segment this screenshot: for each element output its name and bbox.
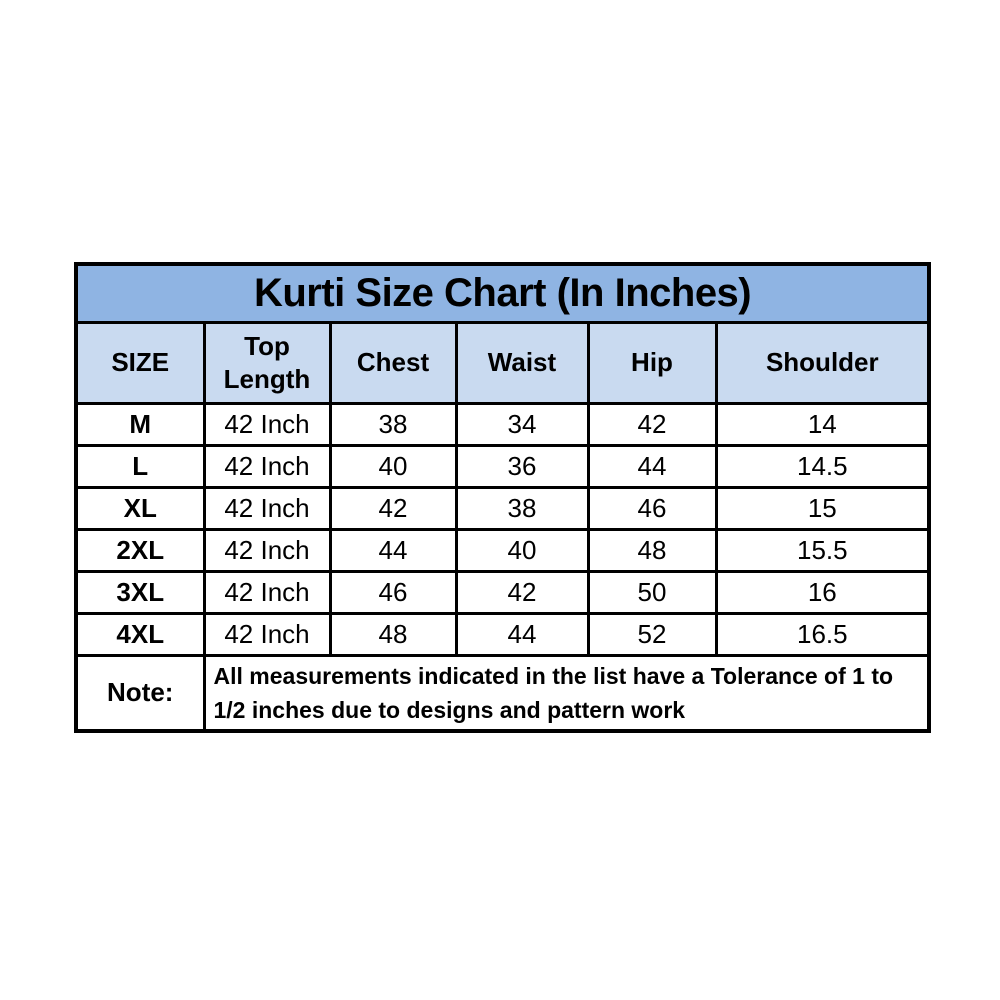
cell-hip: 44 bbox=[588, 445, 716, 487]
cell-shoulder: 16.5 bbox=[716, 613, 929, 655]
cell-waist: 44 bbox=[456, 613, 588, 655]
cell-waist: 34 bbox=[456, 403, 588, 445]
cell-hip: 42 bbox=[588, 403, 716, 445]
cell-chest: 46 bbox=[330, 571, 456, 613]
cell-hip: 52 bbox=[588, 613, 716, 655]
table-row-l bbox=[76, 445, 929, 487]
cell-size: 3XL bbox=[76, 571, 204, 613]
cell-size: L bbox=[76, 445, 204, 487]
table-row-xl bbox=[76, 487, 929, 529]
col-header-shoulder: Shoulder bbox=[716, 322, 929, 403]
cell-hip: 50 bbox=[588, 571, 716, 613]
chart-title: Kurti Size Chart (In Inches) bbox=[76, 264, 929, 322]
col-header-hip: Hip bbox=[588, 322, 716, 403]
cell-chest: 42 bbox=[330, 487, 456, 529]
cell-shoulder: 15 bbox=[716, 487, 929, 529]
cell-waist: 40 bbox=[456, 529, 588, 571]
cell-top-length: 42 Inch bbox=[204, 403, 330, 445]
cell-shoulder: 14.5 bbox=[716, 445, 929, 487]
cell-chest: 48 bbox=[330, 613, 456, 655]
cell-top-length: 42 Inch bbox=[204, 571, 330, 613]
table-row-3xl bbox=[76, 571, 929, 613]
cell-chest: 40 bbox=[330, 445, 456, 487]
cell-waist: 38 bbox=[456, 487, 588, 529]
cell-chest: 38 bbox=[330, 403, 456, 445]
cell-shoulder: 15.5 bbox=[716, 529, 929, 571]
table-row-2xl bbox=[76, 529, 929, 571]
cell-top-length: 42 Inch bbox=[204, 487, 330, 529]
col-header-size: SIZE bbox=[76, 322, 204, 403]
size-chart-table bbox=[74, 262, 931, 733]
cell-top-length: 42 Inch bbox=[204, 613, 330, 655]
cell-hip: 46 bbox=[588, 487, 716, 529]
cell-waist: 36 bbox=[456, 445, 588, 487]
header-row bbox=[76, 322, 929, 403]
col-header-top-length: Top Length bbox=[204, 322, 330, 403]
cell-size: XL bbox=[76, 487, 204, 529]
table-row-4xl bbox=[76, 613, 929, 655]
cell-top-length: 42 Inch bbox=[204, 529, 330, 571]
cell-waist: 42 bbox=[456, 571, 588, 613]
cell-hip: 48 bbox=[588, 529, 716, 571]
cell-shoulder: 14 bbox=[716, 403, 929, 445]
cell-size: 2XL bbox=[76, 529, 204, 571]
title-row bbox=[76, 264, 929, 322]
note-label: Note: bbox=[76, 655, 204, 731]
cell-size: M bbox=[76, 403, 204, 445]
cell-chest: 44 bbox=[330, 529, 456, 571]
col-header-waist: Waist bbox=[456, 322, 588, 403]
cell-size: 4XL bbox=[76, 613, 204, 655]
note-text: All measurements indicated in the list have a Tolerance of 1 to 1/2 inches due to designs and pattern work bbox=[204, 655, 929, 731]
cell-top-length: 42 Inch bbox=[204, 445, 330, 487]
col-header-chest: Chest bbox=[330, 322, 456, 403]
cell-shoulder: 16 bbox=[716, 571, 929, 613]
table-row-m bbox=[76, 403, 929, 445]
note-row bbox=[76, 655, 929, 731]
